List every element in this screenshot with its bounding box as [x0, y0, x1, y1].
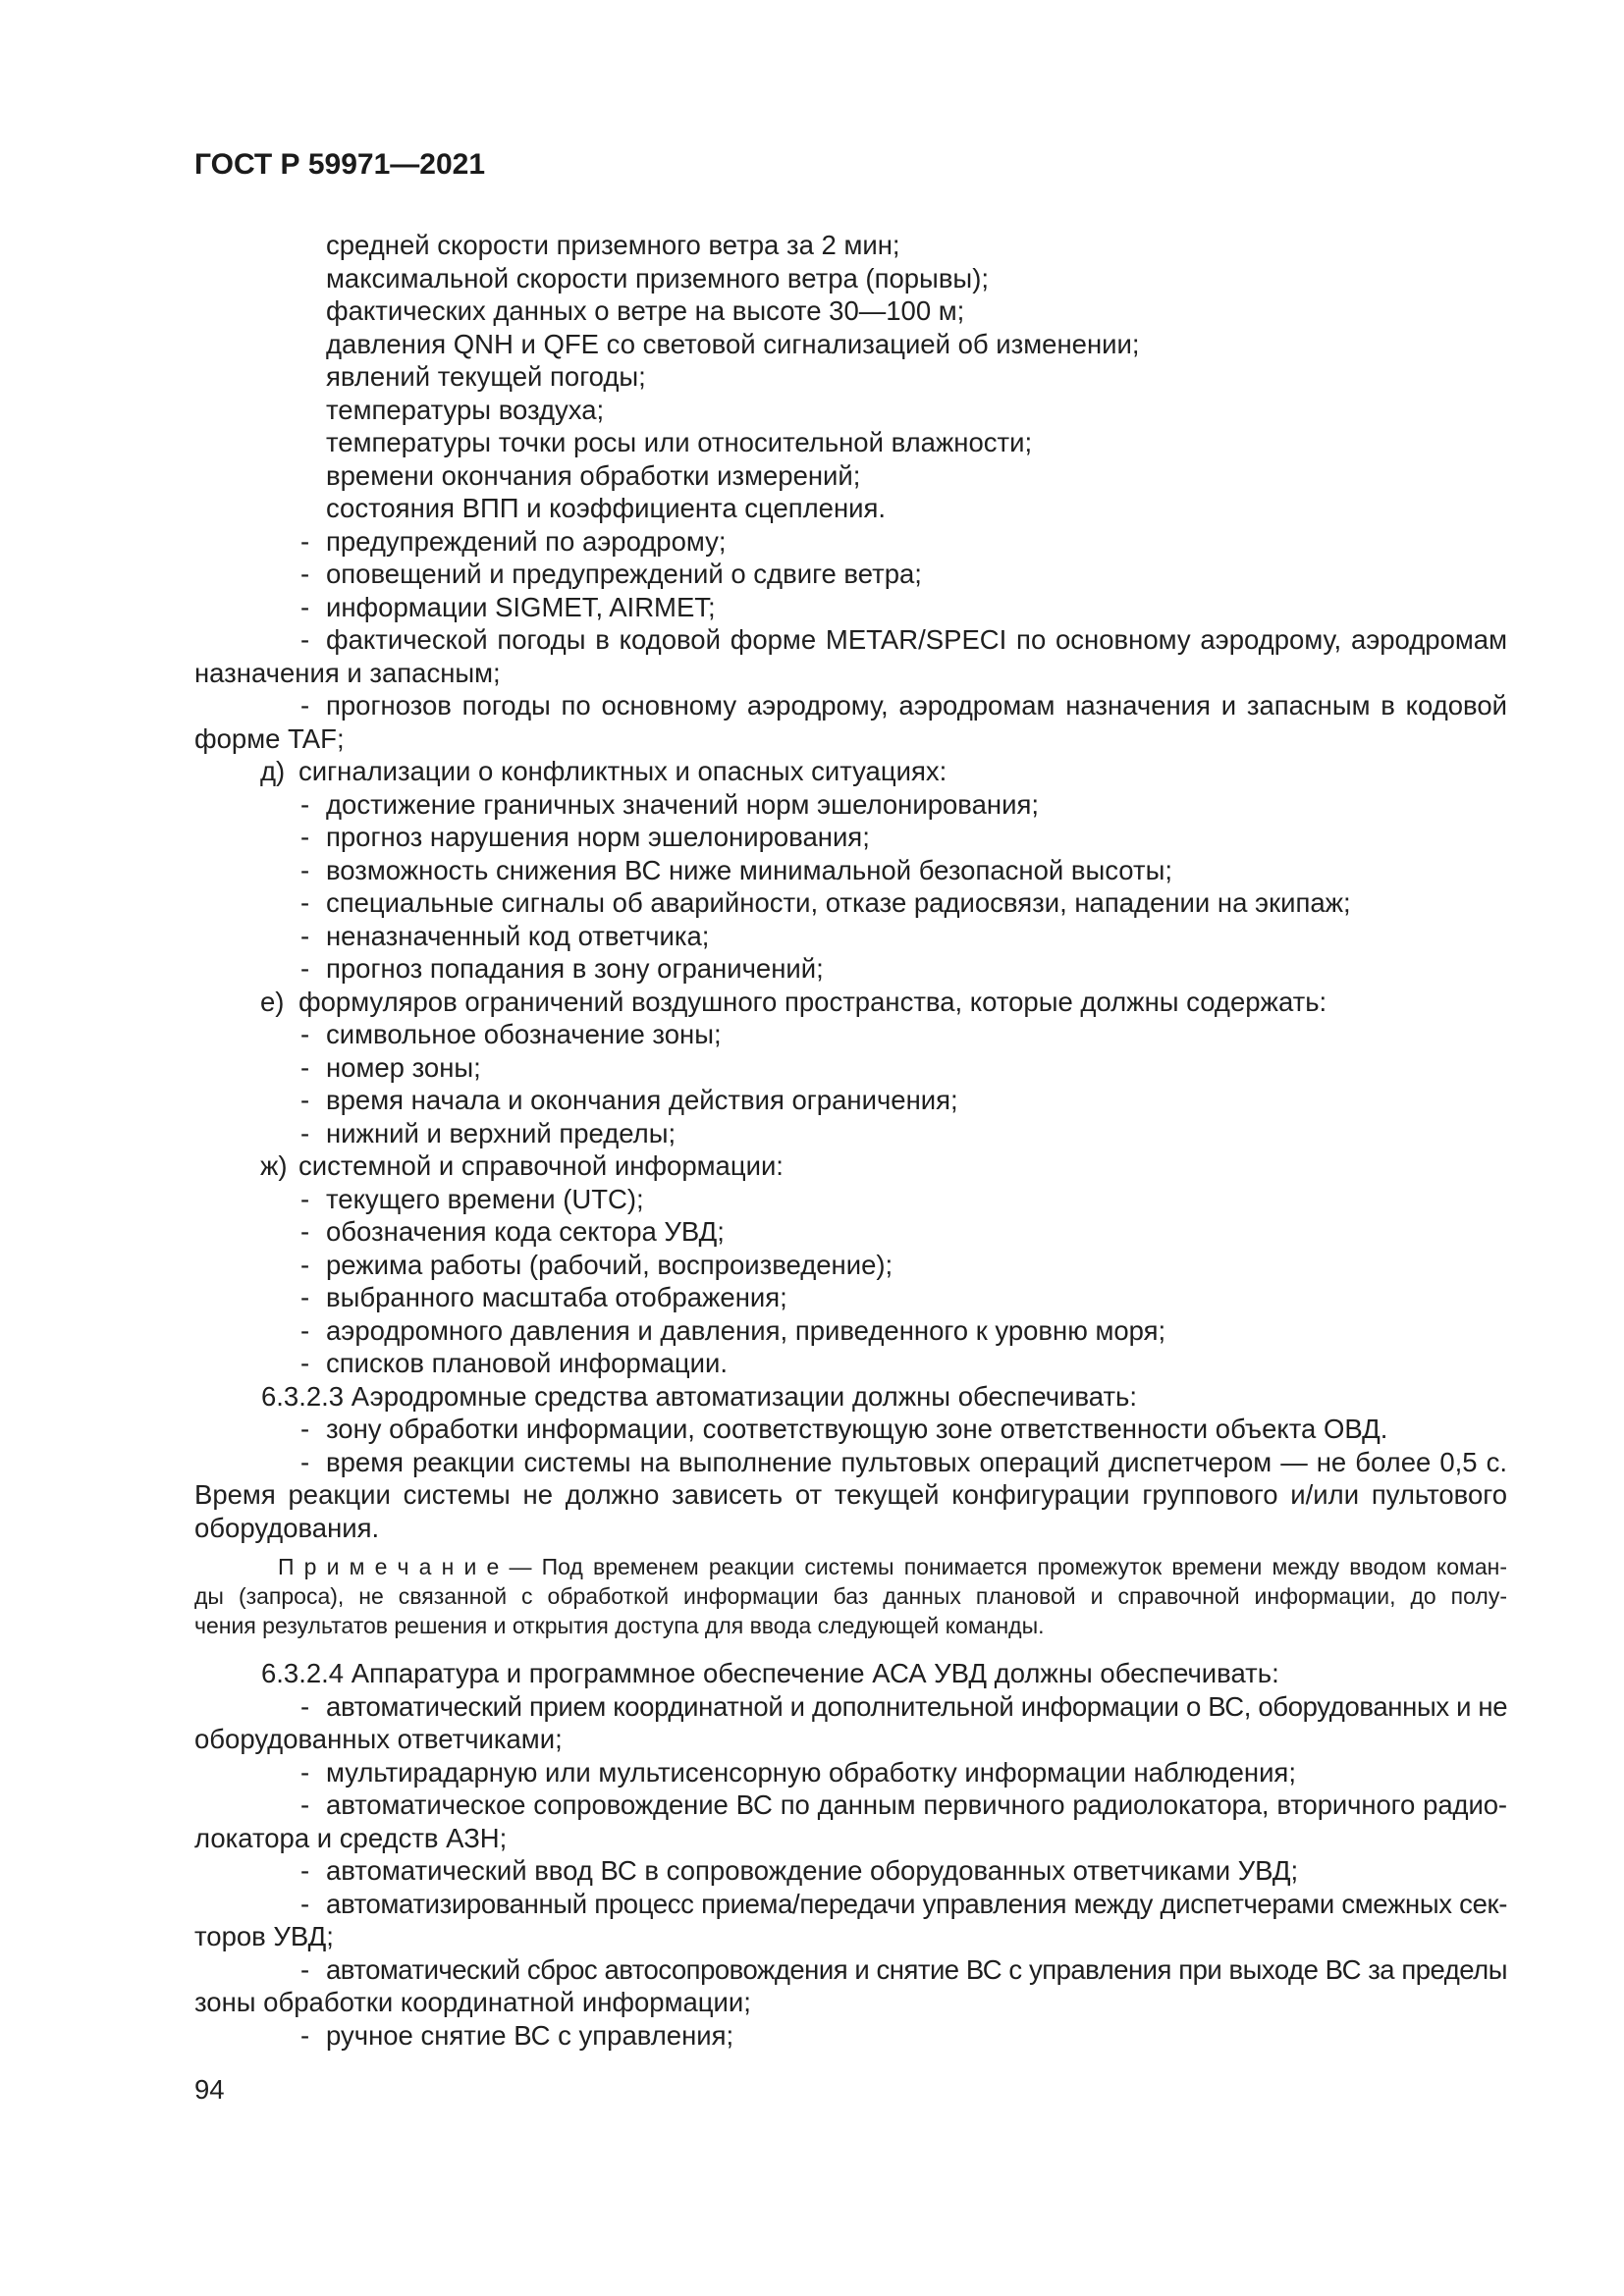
dash-marker: -: [300, 1888, 309, 1919]
text-line: [194, 1986, 1507, 2019]
lettered-item: [194, 755, 1507, 788]
list-item: [194, 1690, 1507, 1724]
line-text: автоматическое сопровождение ВС по данным первичного радиолокатора, вторичного радио-: [326, 1789, 1507, 1820]
line-text: неназначенный код ответчика;: [326, 920, 710, 951]
dash-marker: -: [300, 2019, 310, 2051]
dash-marker: -: [300, 624, 310, 655]
line-text: выбранного масштаба отображения;: [326, 1282, 787, 1312]
document-header: ГОСТ Р 59971—2021: [194, 148, 486, 181]
list-item: [194, 623, 1507, 657]
letter-marker: д): [260, 756, 286, 786]
text-line: [194, 1478, 1507, 1512]
dash-marker: -: [300, 1249, 310, 1280]
line-text: специальные сигналы об аварийности, отказе радиосвязи, нападении на экипаж;: [326, 887, 1351, 918]
line-text: время реакции системы на выполнение пультовых операций диспетчером — не более 0,5 с.: [326, 1446, 1507, 1477]
clause-heading: [194, 1380, 1507, 1414]
dash-marker: -: [300, 1690, 309, 1722]
text-line: [194, 1512, 1507, 1545]
list-item: [194, 1413, 1507, 1446]
list-item: [194, 920, 1507, 953]
list-item: [194, 426, 1507, 459]
list-item: [194, 262, 1507, 295]
line-text: автоматизированный процесс приема/передачи управления между диспетчерами смежных сек-: [326, 1888, 1507, 1919]
line-text: нижний и верхний пределы;: [326, 1117, 677, 1148]
dash-marker: -: [300, 1183, 310, 1214]
dash-marker: -: [300, 1756, 310, 1788]
list-item: [194, 854, 1507, 887]
dash-marker: -: [300, 788, 310, 820]
page-body: [194, 229, 1507, 2052]
dash-marker: -: [300, 1314, 310, 1346]
line-text: номер зоны;: [326, 1051, 481, 1083]
letter-marker: е): [260, 986, 285, 1017]
line-text: системной и справочной информации:: [298, 1150, 784, 1181]
list-item: [194, 1756, 1507, 1789]
line-text: максимальной скорости приземного ветра (порывы);: [326, 262, 989, 294]
list-item: [194, 394, 1507, 427]
line-text: средней скорости приземного ветра за 2 мин;: [326, 230, 900, 260]
list-item: [194, 328, 1507, 361]
list-item: [194, 591, 1507, 624]
line-text: информации SIGMET, AIRMET;: [326, 591, 716, 622]
line-text: назначения и запасным;: [194, 657, 501, 688]
line-text: достижение граничных значений норм эшелонирования;: [326, 788, 1039, 820]
line-text: ручное снятие ВС с управления;: [326, 2019, 734, 2051]
note-line: ды (запроса), не связанной с обработкой информации баз данных плановой и справочной информации, до полу-: [194, 1583, 1507, 1609]
dash-marker: -: [300, 920, 310, 951]
dash-marker: -: [300, 1085, 310, 1115]
list-item: [194, 952, 1507, 986]
line-text: символьное обозначение зоны;: [326, 1019, 722, 1049]
line-text: формуляров ограничений воздушного пространства, которые должны содержать:: [298, 986, 1327, 1017]
dash-marker: -: [300, 887, 310, 918]
line-text: оборудованных ответчиками;: [194, 1724, 563, 1754]
line-text: прогнозов погоды по основному аэродрому, аэродромам назначения и запасным в кодовой: [326, 690, 1507, 721]
line-text: автоматический сброс автосопровождения и снятие ВС с управления при выходе ВС за пределы: [326, 1953, 1507, 1985]
dash-marker: -: [300, 525, 310, 557]
line-text: сигнализации о конфликтных и опасных ситуациях:: [298, 756, 947, 786]
line-text: текущего времени (UTC);: [326, 1183, 644, 1214]
list-item: [194, 459, 1507, 493]
note-block: [194, 1552, 1507, 1640]
dash-marker: -: [300, 953, 310, 984]
clause-heading: [194, 1657, 1507, 1690]
dash-marker: -: [300, 1446, 310, 1477]
line-text: локатора и средств АЗН;: [194, 1822, 508, 1853]
list-item: [194, 1249, 1507, 1282]
list-item: [194, 229, 1507, 262]
list-item: [194, 1281, 1507, 1314]
list-item: [194, 1347, 1507, 1380]
list-item: [194, 525, 1507, 559]
line-text: режима работы (рабочий, воспроизведение);: [326, 1249, 893, 1280]
line-text: время начала и окончания действия ограничения;: [326, 1085, 958, 1115]
lettered-item: [194, 1149, 1507, 1183]
line-text: предупреждений по аэродрому;: [326, 525, 727, 557]
list-item: [194, 1953, 1507, 1987]
dash-marker: -: [300, 1019, 310, 1049]
text-line: [194, 1920, 1507, 1953]
line-text: мультирадарную или мультисенсорную обработку информации наблюдения;: [326, 1756, 1296, 1788]
dash-marker: -: [300, 1282, 310, 1312]
dash-marker: -: [300, 559, 310, 589]
list-item: [194, 689, 1507, 722]
line-text: аэродромного давления и давления, приведенного к уровню моря;: [326, 1314, 1166, 1346]
dash-marker: -: [300, 1953, 309, 1985]
text-line: [194, 1723, 1507, 1756]
text-line: [194, 1822, 1507, 1855]
line-text: прогноз попадания в зону ограничений;: [326, 953, 824, 984]
line-text: давления QNH и QFE со световой сигнализацией об изменении;: [326, 328, 1140, 359]
line-text: состояния ВПП и коэффициента сцепления.: [326, 493, 887, 523]
dash-marker: -: [300, 1414, 310, 1444]
list-item: [194, 1018, 1507, 1051]
list-item: [194, 360, 1507, 394]
list-item: [194, 558, 1507, 591]
line-text: зону обработки информации, соответствующую зоне ответственности объекта ОВД.: [326, 1414, 1388, 1444]
list-item: [194, 821, 1507, 854]
lettered-item: [194, 986, 1507, 1019]
line-text: 6.3.2.4 Аппаратура и программное обеспечение АСА УВД должны обеспечивать:: [261, 1658, 1279, 1688]
list-item: [194, 1888, 1507, 1921]
line-text: температуры воздуха;: [326, 394, 605, 425]
line-text: фактических данных о ветре на высоте 30—100 м;: [326, 295, 965, 326]
line-text: возможность снижения ВС ниже минимальной безопасной высоты;: [326, 854, 1172, 885]
list-item: [194, 1789, 1507, 1822]
line-text: времени окончания обработки измерений;: [326, 459, 861, 491]
dash-marker: -: [300, 822, 310, 852]
list-item: [194, 886, 1507, 920]
list-item: [194, 2019, 1507, 2053]
line-text: списков плановой информации.: [326, 1348, 729, 1378]
list-item: [194, 1215, 1507, 1249]
list-item: [194, 1084, 1507, 1117]
line-text: прогноз нарушения норм эшелонирования;: [326, 822, 870, 852]
list-item: [194, 492, 1507, 525]
list-item: [194, 1117, 1507, 1150]
line-text: автоматический прием координатной и дополнительной информации о ВС, оборудованных и не: [326, 1690, 1508, 1722]
dash-marker: -: [300, 1789, 310, 1820]
list-item: [194, 1314, 1507, 1348]
dash-marker: -: [300, 1216, 310, 1247]
note-line: П р и м е ч а н и е — Под временем реакции системы понимается промежуток времени между вводом коман-: [278, 1554, 1507, 1579]
letter-marker: ж): [260, 1150, 288, 1181]
dash-marker: -: [300, 1117, 310, 1148]
dash-marker: -: [300, 854, 310, 885]
line-text: Время реакции системы не должно зависеть от текущей конфигурации группового и/или пультового: [194, 1479, 1507, 1510]
list-item: [194, 1854, 1507, 1888]
line-text: фактической погоды в кодовой форме METAR/SPECI по основному аэродрому, аэродромам: [326, 624, 1507, 655]
line-text: оповещений и предупреждений о сдвиге ветра;: [326, 559, 922, 589]
line-text: обозначения кода сектора УВД;: [326, 1216, 725, 1247]
dash-marker: -: [300, 1855, 310, 1886]
line-text: форме TAF;: [194, 722, 345, 754]
line-text: температуры точки росы или относительной влажности;: [326, 427, 1033, 457]
text-line: [194, 722, 1507, 756]
note-line: чения результатов решения и открытия доступа для ввода следующей команды.: [194, 1613, 1045, 1638]
line-text: торов УВД;: [194, 1921, 334, 1951]
line-text: оборудования.: [194, 1512, 380, 1543]
list-item: [194, 1446, 1507, 1479]
dash-marker: -: [300, 591, 310, 622]
list-item: [194, 1051, 1507, 1085]
dash-marker: -: [300, 1051, 310, 1083]
line-text: автоматический ввод ВС в сопровождение оборудованных ответчиками УВД;: [326, 1855, 1299, 1886]
line-text: явлений текущей погоды;: [326, 361, 646, 392]
line-text: зоны обработки координатной информации;: [194, 1987, 751, 2017]
dash-marker: -: [300, 690, 310, 721]
page-number: 94: [194, 2074, 225, 2105]
list-item: [194, 1183, 1507, 1216]
list-item: [194, 294, 1507, 328]
line-text: 6.3.2.3 Аэродромные средства автоматизации должны обеспечивать:: [261, 1380, 1138, 1412]
dash-marker: -: [300, 1348, 310, 1378]
list-item: [194, 788, 1507, 822]
text-line: [194, 657, 1507, 690]
